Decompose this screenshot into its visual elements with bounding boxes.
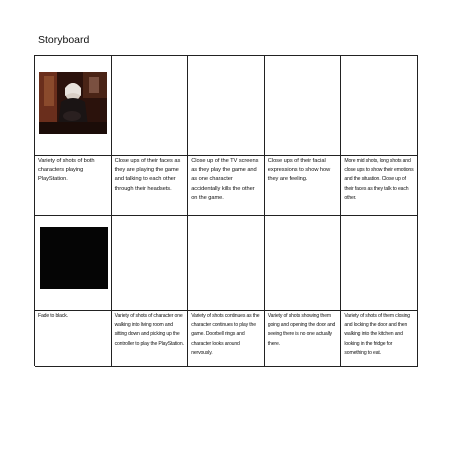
caption-cell-6 bbox=[35, 311, 112, 367]
frame-cell-6 bbox=[35, 216, 112, 311]
caption-text: Variety of shots of them closing and locking the door and then walking into the kitchen and looking in the fridge for something to eat. bbox=[344, 313, 410, 356]
caption-text: Close ups of their faces as they are playing the game and talking to each other through their headsets. bbox=[114, 158, 181, 192]
caption-cell-3 bbox=[188, 156, 265, 216]
caption-text: Close ups of their facial expressions to show how they are feeling. bbox=[267, 158, 331, 183]
caption-cell-9 bbox=[265, 311, 342, 367]
frame-cell-8 bbox=[188, 216, 265, 311]
caption-text: Fade to black. bbox=[38, 313, 68, 319]
caption-cell-7 bbox=[112, 311, 189, 367]
scene-photo-image bbox=[39, 72, 107, 134]
black-frame-image bbox=[40, 227, 108, 289]
caption-cell-2 bbox=[112, 156, 189, 216]
frame-cell-9 bbox=[265, 216, 342, 311]
frame-cell-3 bbox=[188, 56, 265, 156]
caption-cell-1 bbox=[35, 156, 112, 216]
caption-cell-4 bbox=[265, 156, 342, 216]
storyboard-table bbox=[34, 55, 418, 366]
caption-text: More mid shots, long shots and close ups to show their emotions and the situation. Close up of their faces as they talk to each other. bbox=[344, 158, 414, 201]
page-title: Storyboard bbox=[38, 34, 90, 46]
caption-cell-8 bbox=[188, 311, 265, 367]
frame-cell-7 bbox=[112, 216, 189, 311]
frame-cell-2 bbox=[112, 56, 189, 156]
frame-cell-10 bbox=[341, 216, 418, 311]
caption-text: Variety of shots of both characters playing PlayStation. bbox=[38, 158, 95, 183]
frame-cell-4 bbox=[265, 56, 342, 156]
caption-text: Close up of the TV screens as they play the game and as one character accidentally kills the other on the game. bbox=[191, 158, 259, 201]
caption-text: Variety of shots continues as the character continues to play the game. Doorbell rings and character looks around nervously. bbox=[191, 313, 260, 356]
caption-text: Variety of shots showing them going and opening the door and seeing there is no one actually there. bbox=[267, 313, 336, 347]
caption-cell-10 bbox=[341, 311, 418, 367]
frame-cell-1 bbox=[35, 56, 112, 156]
frame-cell-5 bbox=[341, 56, 418, 156]
caption-cell-5 bbox=[341, 156, 418, 216]
caption-text: Variety of shots of character one walking into living room and sitting down and picking up the controller to play the PlayStation. bbox=[114, 313, 184, 347]
